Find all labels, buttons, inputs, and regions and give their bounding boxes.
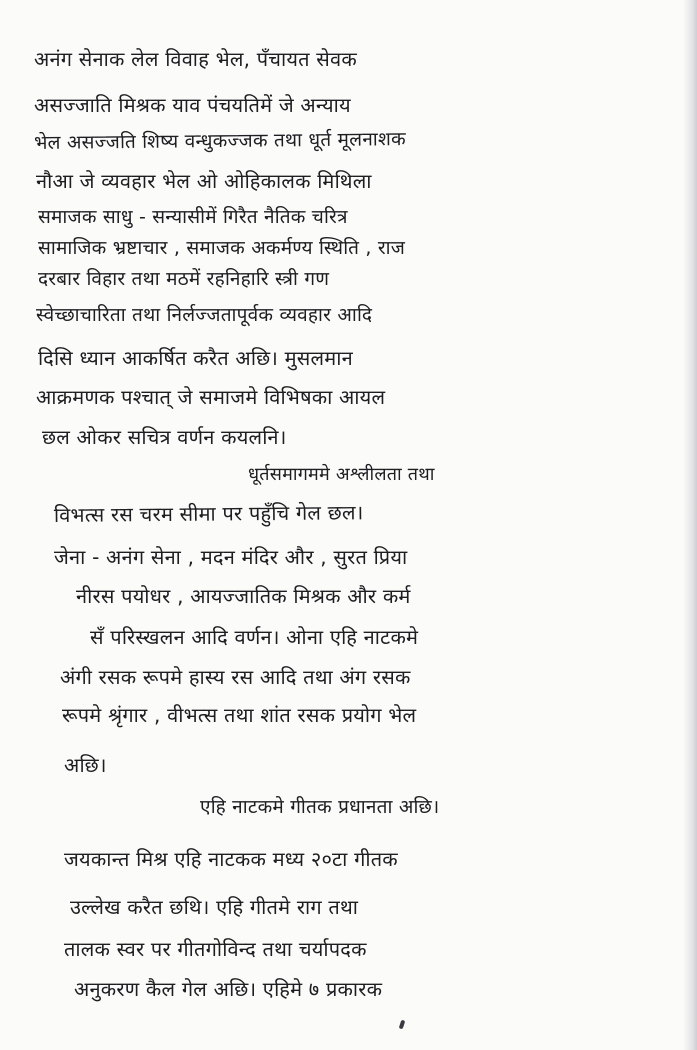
text-line-7: दरबार विहार तथा मठमें रहनिहारि स्त्री गण [38, 268, 330, 290]
text-line-6: सामाजिक भ्रष्टाचार , समाजक अकर्मण्य स्थिति , राज [38, 237, 406, 259]
text-line-13: विभत्स रस चरम सीमा पर पहुँचि गेल छल। [53, 500, 364, 527]
text-line-11: छल ओकर सचित्र वर्णन कयलनि। [42, 425, 287, 449]
text-line-24: अनुकरण कैल गेल अछि। एहिमे ७ प्रकारक [74, 977, 383, 1001]
text-line-21: जयकान्त मिश्र एहि नाटकक मध्य २०टा गीतक [64, 847, 398, 871]
text-line-17: अंगी रसक रूपमे हास्य रस आदि तथा अंग रसक [60, 665, 411, 689]
text-line-10: आक्रमणक पश्चात् जे समाजमे विभिषका आयल [36, 385, 386, 409]
text-line-14: जेना - अनंग सेना , मदन मंदिर और , सुरत प्रिया [54, 545, 408, 569]
text-line-5: समाजक साधु - सन्यासीमें गिरैत नैतिक चरित्र [38, 206, 348, 228]
text-line-8: स्वेच्छाचारिता तथा निर्लज्जतापूर्वक व्यवहार आदि [36, 304, 373, 326]
text-line-16: सँ परिस्खलन आदि वर्णन। ओना एहि नाटकमे [90, 625, 419, 649]
text-line-9: दिसि ध्यान आकर्षित करैत अछि। मुसलमान [38, 346, 353, 370]
page-edge-shadow [683, 0, 697, 1050]
text-line-3: भेल असज्जति शिष्य वन्धुकज्जक तथा धूर्त मूलनाशक [33, 128, 406, 154]
text-line-19: अछि। [64, 753, 107, 777]
ink-speck [399, 1020, 406, 1030]
text-line-18: रूपमे श्रृंगार , वीभत्स तथा शांत रसक प्रयोग भेल [62, 703, 417, 727]
text-line-12: धूर्तसमागममे अश्लीलता तथा [248, 464, 435, 485]
text-line-20: एहि नाटकमे गीतक प्रधानता अछि। [200, 796, 440, 818]
text-line-15: नीरस पयोधर , आयज्जातिक मिश्रक और कर्म [76, 584, 411, 608]
text-line-4: नौआ जे व्यवहार भेल ओ ओहिकालक मिथिला [36, 169, 372, 193]
text-line-2: असज्जाति मिश्रक याव पंचयतिमें जे अन्याय [34, 93, 351, 117]
text-line-1: अनंग सेनाक लेल विवाह भेल, पँचायत सेवक [34, 47, 357, 71]
text-line-22: उल्लेख करैत छथि। एहि गीतमे राग तथा [70, 895, 359, 919]
text-line-23: तालक स्वर पर गीतगोविन्द तथा चर्यापदक [64, 937, 367, 961]
